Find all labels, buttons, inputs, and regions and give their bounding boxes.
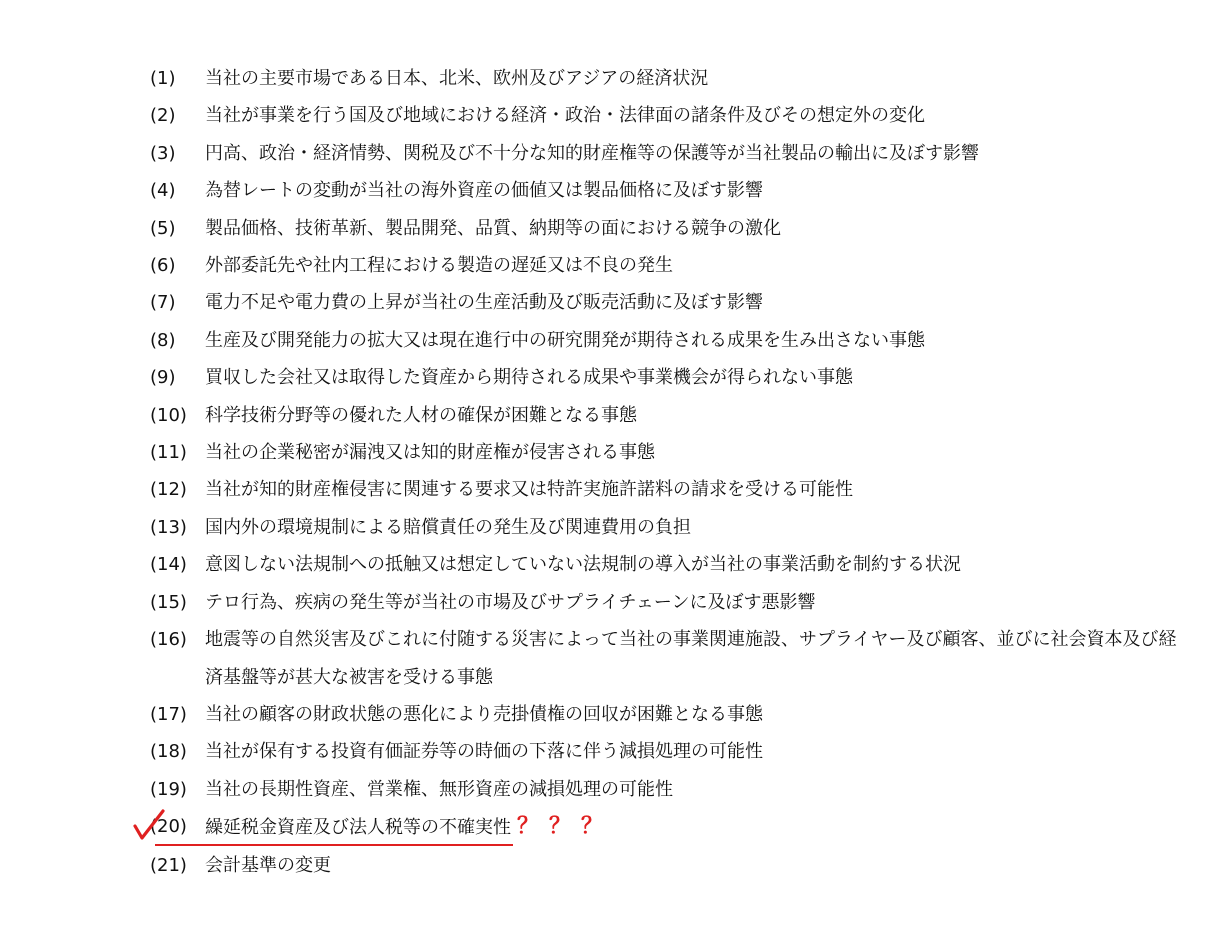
list-item	[150, 471, 1190, 508]
item-number: (15)	[150, 591, 187, 613]
item-number: (18)	[150, 741, 187, 763]
list-item	[150, 97, 1190, 134]
item-text: 当社が保有する投資有価証券等の時価の下落に伴う減損処理の可能性	[205, 741, 763, 763]
list-item	[150, 584, 1190, 621]
item-text: 当社が知的財産権侵害に関連する要求又は特許実施許諾料の請求を受ける可能性	[205, 479, 853, 501]
item-text: 会計基準の変更	[205, 854, 331, 876]
item-text: 生産及び開発能力の拡大又は現在進行中の研究開発が期待される成果を生み出さない事態	[205, 329, 925, 351]
item-text: テロ行為、疾病の発生等が当社の市場及びサプライチェーンに及ぼす悪影響	[205, 591, 816, 613]
item-number: (3)	[150, 142, 176, 164]
item-number: (2)	[150, 105, 176, 127]
item-number: (21)	[150, 854, 187, 876]
list-item	[150, 546, 1190, 583]
item-text: 製品価格、技術革新、製品開発、品質、納期等の面における競争の激化	[205, 217, 781, 239]
item-text: 当社が事業を行う国及び地域における経済・政治・法律面の諸条件及びその想定外の変化	[205, 105, 925, 127]
item-text: 買収した会社又は取得した資産から期待される成果や事業機会が得られない事態	[205, 367, 853, 389]
list-item	[150, 172, 1190, 209]
item-text: 為替レートの変動が当社の海外資産の価値又は製品価格に及ぼす影響	[205, 180, 763, 202]
highlighted-list-item	[150, 808, 1190, 846]
item-text: 円高、政治・経済情勢、関税及び不十分な知的財産権等の保護等が当社製品の輸出に及ぼす影響	[205, 142, 979, 164]
list-item	[150, 509, 1190, 546]
item-text: 当社の顧客の財政状態の悪化により売掛債権の回収が困難となる事態	[205, 703, 763, 725]
list-item	[150, 60, 1190, 97]
item-text: 国内外の環境規制による賠償責任の発生及び関連費用の負担	[205, 516, 691, 538]
list-item	[150, 733, 1190, 770]
underlined-text	[205, 809, 511, 846]
item-text: 繰延税金資産及び法人税等の不確実性	[205, 817, 511, 839]
risk-factor-list	[150, 60, 1190, 884]
item-number: (11)	[150, 442, 187, 464]
list-item	[150, 359, 1190, 396]
item-number: (17)	[150, 703, 187, 725]
red-underline	[155, 844, 513, 846]
list-item	[150, 284, 1190, 321]
checkmark-icon	[132, 808, 166, 842]
item-number: (20)	[150, 816, 187, 838]
item-number: (8)	[150, 329, 176, 351]
item-text: 当社の主要市場である日本、北米、欧州及びアジアの経済状況	[205, 68, 709, 89]
item-number: (14)	[150, 554, 187, 576]
item-number: (9)	[150, 367, 176, 389]
item-text-wrap	[205, 808, 1190, 846]
item-number: (10)	[150, 404, 187, 426]
item-text: 電力不足や電力費の上昇が当社の生産活動及び販売活動に及ぼす影響	[205, 292, 763, 314]
list-item	[150, 621, 1190, 696]
list-item	[150, 247, 1190, 284]
item-number: (12)	[150, 479, 187, 501]
item-text: 意図しない法規制への抵触又は想定していない法規制の導入が当社の事業活動を制約する状況	[205, 554, 961, 576]
list-item	[150, 322, 1190, 359]
item-number: (13)	[150, 516, 187, 538]
item-text: 当社の長期性資産、営業権、無形資産の減損処理の可能性	[205, 778, 673, 800]
question-marks: ？？？	[517, 814, 614, 840]
item-number: (6)	[150, 255, 176, 277]
list-item	[150, 434, 1190, 471]
item-text: 当社の企業秘密が漏洩又は知的財産権が侵害される事態	[205, 442, 655, 464]
list-item	[150, 135, 1190, 172]
item-number: (7)	[150, 292, 176, 314]
list-item	[150, 771, 1190, 808]
item-text: 外部委託先や社内工程における製造の遅延又は不良の発生	[205, 255, 673, 277]
list-item	[150, 397, 1190, 434]
item-number: (19)	[150, 778, 187, 800]
list-item	[150, 696, 1190, 733]
item-number: (1)	[150, 68, 176, 89]
item-number: (5)	[150, 217, 176, 239]
item-text: 科学技術分野等の優れた人材の確保が困難となる事態	[205, 404, 637, 426]
item-text: 地震等の自然災害及びこれに付随する災害によって当社の事業関連施設、サプライヤー及び顧客、並びに社会資本及び経済基盤等が甚大な被害を受ける事態	[205, 629, 1177, 688]
item-number: (16)	[150, 629, 187, 651]
list-item	[150, 847, 1190, 884]
list-item	[150, 210, 1190, 247]
item-number: (4)	[150, 180, 176, 202]
